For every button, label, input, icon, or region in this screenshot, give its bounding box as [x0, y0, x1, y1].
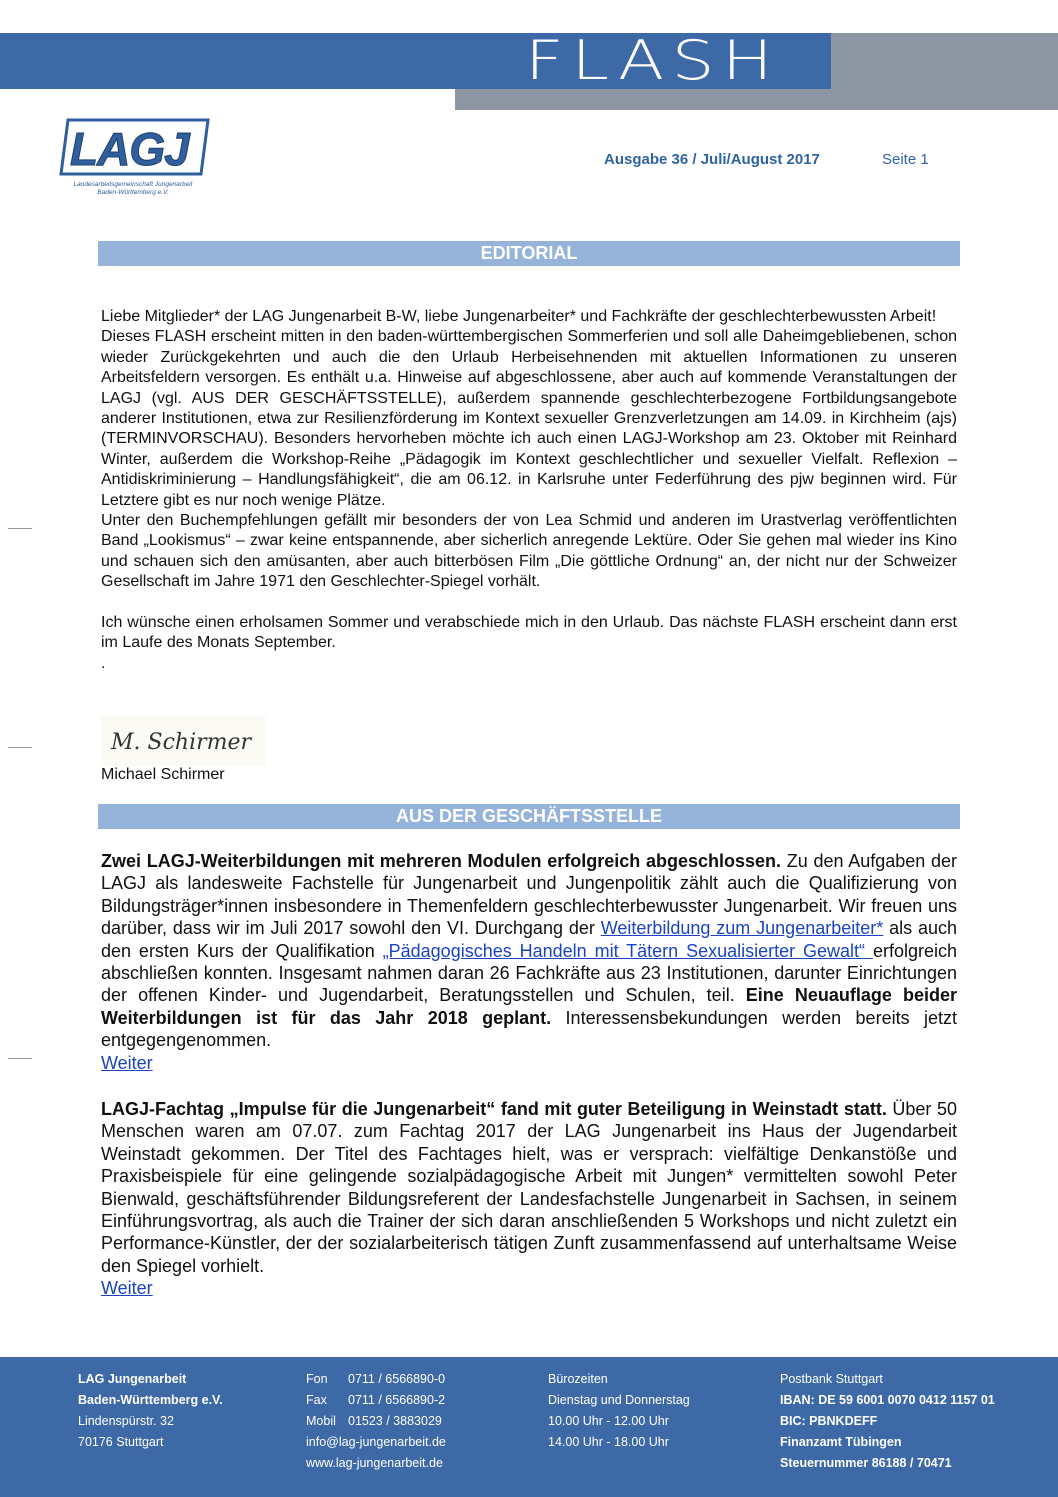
- link-paedagogisches-handeln[interactable]: „Pädagogisches Handeln mit Tätern Sexualisierter Gewalt“: [382, 940, 873, 961]
- margin-tick: [8, 1058, 32, 1059]
- footer-contact: Fon 0711 / 6566890-0 Fax 0711 / 6566890-2 Mobil 01523 / 3883029 info@lag-jungenarbeit.de www.lag-jungenarbeit.de: [306, 1369, 446, 1474]
- footer-bank: Postbank Stuttgart IBAN: DE 59 6001 0070 0412 1157 01 BIC: PBNKDEFF Finanzamt Tübingen Steuernummer 86188 / 70471: [780, 1372, 995, 1470]
- read-more-link[interactable]: Weiter: [101, 1052, 153, 1073]
- footer: [0, 1357, 1058, 1497]
- logo-subtitle: Landesarbeitsgemeinschaft Jungenarbeit Baden-Württemberg e.V.: [73, 181, 193, 196]
- news-item: LAGJ-Fachtag „Impulse für die Jungenarbeit“ fand mit guter Beteiligung in Weinstadt statt. Über 50 Menschen waren am 07.07. zum Fachtag 2017 der LAG Jungenarbeit ins Haus der Jugendarbeit Weinstadt gekommen. Der Titel des Fachtages hielt, was er versprach: vielfältige Denkanstöße und Praxisbeispiele für eine gelingende sozialpädagogische Arbeit mit Jungen* vermittelten sowohl Peter Bienwald, geschäftsführender Bildungsreferent der Landesfachstelle Jungenarbeit in Sachsen, in seinem Einführungsvortrag, als auch die Trainer der sich daran anschließenden 5 Workshops und nicht zuletzt ein Performance-Künstler, der der sozialarbeiterisch tätigen Zunft zusammenfassend auf unterhaltsame Weise den Spiegel vorhielt. Weiter: [101, 1099, 957, 1299]
- editorial-body: [101, 307, 957, 674]
- margin-tick: [8, 747, 32, 748]
- signature: [101, 716, 266, 766]
- svg-text:M. Schirmer: M. Schirmer: [111, 730, 252, 755]
- issue-label: Ausgabe 36 / Juli/August 2017: [604, 151, 820, 168]
- news-headline: Zwei LAGJ-Weiterbildungen mit mehreren Modulen erfolgreich abgeschlossen.: [101, 851, 782, 871]
- news-headline: LAGJ-Fachtag „Impulse für die Jungenarbeit“ fand mit guter Beteiligung in Weinstadt statt.: [101, 1099, 887, 1119]
- footer-address: LAG Jungenarbeit Baden-Württemberg e.V. Lindenspürstr. 32 70176 Stuttgart: [78, 1372, 223, 1449]
- editorial-paragraph: Dieses FLASH erscheint mitten in den baden-württembergischen Sommerferien und soll alle Daheimgebliebenen, schon wieder Zurückgekehrten und auch die den Urlaub Herbeisehnenden mit aktuellen Informationen zu unseren Arbeitsfeldern versorgen. Es enthält u.a. Hinweise auf abgeschlossene, aber auch auf kommende Veranstaltungen der LAGJ (vgl. AUS DER GESCHÄFTSSTELLE), außerdem spannende geschlechterbezogene Fortbildungsangebote anderer Institutionen, etwa zur Resilienzförderung im Kontext sexueller Grenzverletzungen am 14.09. in Kirchheim (ajs) (TERMINVORSCHAU). Besonders hervorheben möchte ich auch einen LAGJ-Workshop am 23. Oktober mit Reinhard Winter, außerdem die Workshop-Reihe „Pädagogik im Kontext geschlechtlicher und sexueller Vielfalt. Reflexion – Antidiskriminierung – Handlungsfähigkeit“, die am 06.12. in Karlsruhe unter Federführung des pjw beginnen wird. Für Letztere gibt es nur noch wenige Plätze.: [101, 328, 957, 509]
- editorial-paragraph: Ich wünsche einen erholsamen Sommer und verabschiede mich in den Urlaub. Das nächste FLASH erscheint dann erst im Laufe des Monats September.: [101, 614, 957, 652]
- newsletter-title: FLASH: [525, 29, 781, 92]
- footer-website[interactable]: www.lag-jungenarbeit.de: [306, 1456, 443, 1470]
- editorial-heading: EDITORIAL: [98, 241, 960, 266]
- page-number: Seite 1: [882, 151, 929, 168]
- margin-tick: [8, 528, 32, 529]
- office-heading: AUS DER GESCHÄFTSSTELLE: [98, 804, 960, 829]
- editorial-paragraph: Unter den Buchempfehlungen gefällt mir besonders der von Lea Schmid und anderen im Urastverlag veröffentlichten Band „Lookismus“ – zwar keine entspannende, aber sicherlich anregende Lektüre. Oder Sie gehen mal wieder ins Kino und schauen sich den amüsanten, aber auch bitterbösen Film „Die göttliche Ordnung“ an, der nicht nur der Schweizer Gesellschaft im Jahre 1971 den Geschlechter-Spiegel vorhält.: [101, 512, 957, 591]
- signer-name: Michael Schirmer: [101, 766, 225, 783]
- news-item: Zwei LAGJ-Weiterbildungen mit mehreren Modulen erfolgreich abgeschlossen. Zu den Aufgaben der LAGJ als landesweite Fachstelle für Jungenarbeit und Jungenpolitik zählt auch die Qualifizierung von Bildungsträger*innen insbesondere in Themenfeldern geschlechterbewusster Jungenarbeit. Wir freuen uns darüber, dass wir im Juli 2017 sowohl den VI. Durchgang der Weiterbildung zum Jungenarbeiter* als auch den ersten Kurs der Qualifikation „Pädagogisches Handeln mit Tätern Sexualisierter Gewalt“ erfolgreich abschließen konnten. Insgesamt nahmen daran 26 Fachkräfte aus 23 Institutionen, darunter Einrichtungen der offenen Kinder- und Jugendarbeit, Beratungsstellen und Schulen, teil. Eine Neuauflage beider Weiterbildungen ist für das Jahr 2018 geplant. Interessensbekundungen werden bereits jetzt entgegengenommen. Weiter: [101, 851, 958, 1073]
- link-weiterbildung-jungenarbeiter[interactable]: Weiterbildung zum Jungenarbeiter*: [600, 918, 884, 939]
- logo-text: LAGJ: [70, 123, 189, 175]
- footer-email[interactable]: info@lag-jungenarbeit.de: [306, 1435, 446, 1449]
- editorial-paragraph: Liebe Mitglieder* der LAG Jungenarbeit B-W, liebe Jungenarbeiter* und Fachkräfte der geschlechterbewussten Arbeit!: [101, 308, 937, 325]
- editorial-dot: .: [101, 654, 106, 672]
- footer-hours: Bürozeiten Dienstag und Donnerstag 10.00 Uhr - 12.00 Uhr 14.00 Uhr - 18.00 Uhr: [548, 1372, 690, 1449]
- read-more-link[interactable]: Weiter: [101, 1278, 153, 1299]
